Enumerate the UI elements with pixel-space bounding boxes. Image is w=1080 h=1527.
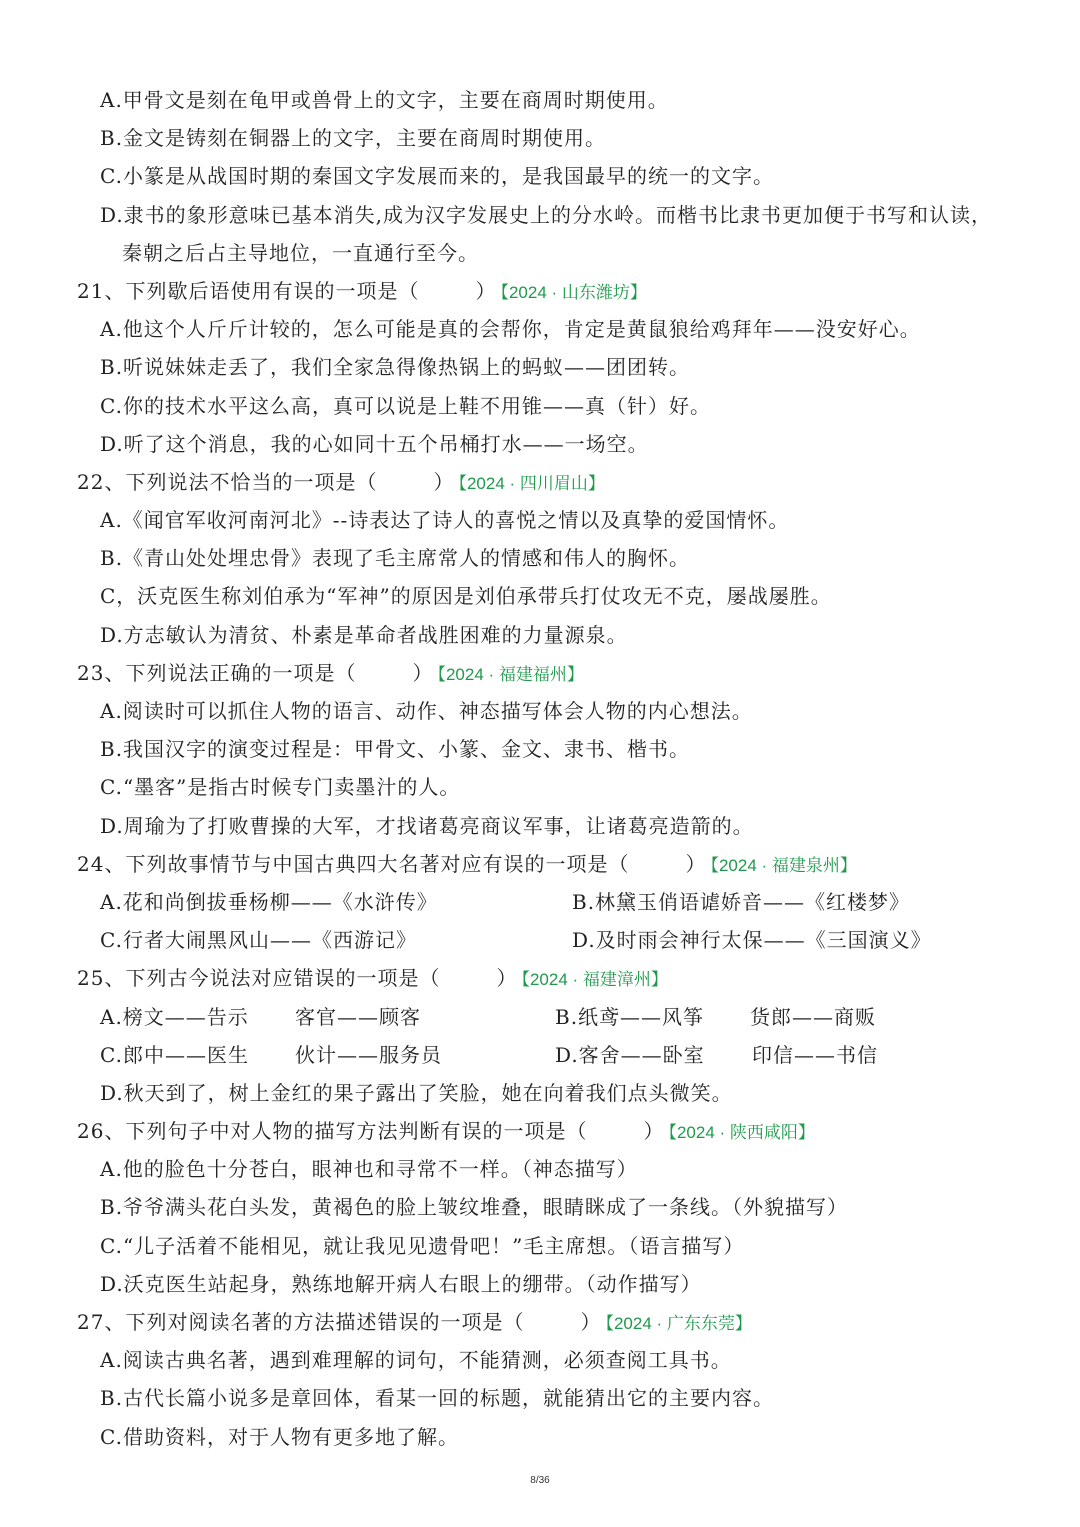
question-text: 22、下列说法不恰当的一项是（ <box>77 469 378 494</box>
option-continuation: 秦朝之后占主导地位，一直通行至今。 <box>122 240 479 265</box>
question-title <box>0 463 1080 501</box>
source-tag: 【2024 · 广东东莞】 <box>605 1314 752 1333</box>
question-text: 21、下列歇后语使用有误的一项是（ <box>77 278 420 303</box>
option-text: A.他的脸色十分苍白，眼神也和寻常不一样。（神态描写） <box>100 1157 638 1182</box>
option-text: B.爷爷满头花白头发，黄褐色的脸上皱纹堆叠，眼睛眯成了一条线。（外貌描写） <box>100 1195 849 1220</box>
question-close-paren: ） <box>433 469 455 494</box>
question-title <box>0 845 1080 883</box>
option-text: B.林黛玉俏语谑娇音——《红楼梦》 <box>572 889 911 914</box>
option-text: C.借助资料，对于人物有更多地了解。 <box>100 1424 459 1449</box>
option-text: 货郎——商贩 <box>750 1004 876 1029</box>
source-tag: 【2024 · 福建福州】 <box>437 664 584 684</box>
source-tag: 【2024 · 福建漳州】 <box>521 970 668 990</box>
question-text: 27、下列对阅读名著的方法描述错误的一项是（ <box>77 1310 525 1334</box>
option-text: D.沃克医生站起身，熟练地解开病人右眼上的绷带。（动作描写） <box>100 1271 702 1296</box>
source-tag: 【2024 · 山东潍坊】 <box>500 282 647 302</box>
document-body <box>0 81 1080 1456</box>
question-title <box>0 654 1080 692</box>
option-text: B.纸鸢——风筝 <box>555 1004 705 1029</box>
question-title <box>0 1303 1080 1341</box>
question-close-paren: ） <box>580 1310 602 1334</box>
option-text: B.《青山处处埋忠骨》表现了毛主席常人的情感和伟人的胸怀。 <box>100 546 691 571</box>
option-text: A.他这个人斤斤计较的，怎么可能是真的会帮你，肯定是黄鼠狼给鸡拜年——没安好心。 <box>100 317 921 342</box>
page-number: 8/36 <box>530 1475 550 1486</box>
option-text: C，沃克医生称刘伯承为“军神”的原因是刘伯承带兵打仗攻无不克，屡战屡胜。 <box>100 584 832 609</box>
option-row <box>0 998 1080 1036</box>
option-text: D.及时雨会神行太保——《三国演义》 <box>572 928 932 953</box>
option-text: C.“儿子活着不能相见，就让我见见遗骨吧！”毛主席想。（语言描写） <box>100 1233 745 1258</box>
option-text: A.花和尚倒拔垂杨柳——《水浒传》 <box>100 889 438 914</box>
option-text: C.行者大闹黑风山——《西游记》 <box>100 928 417 953</box>
option-text: 印信——书信 <box>752 1042 878 1067</box>
option-text: C.你的技术水平这么高，真可以说是上鞋不用锥——真（针）好。 <box>100 393 711 418</box>
source-tag: 【2024 · 福建泉州】 <box>710 855 857 875</box>
question-title <box>0 1112 1080 1150</box>
option-text: A.甲骨文是刻在龟甲或兽骨上的文字，主要在商周时期使用。 <box>100 88 669 112</box>
option-text: B.听说妹妹走丢了，我们全家急得像热锅上的蚂蚁——团团转。 <box>100 355 691 380</box>
question-close-paren: ） <box>496 966 518 991</box>
option-text: D.客舍——卧室 <box>555 1042 705 1067</box>
option-row <box>0 883 1080 921</box>
question-text: 24、下列故事情节与中国古典四大名著对应有误的一项是（ <box>77 851 630 876</box>
source-tag: 【2024 · 陕西咸阳】 <box>668 1123 815 1143</box>
question-text: 25、下列古今说法对应错误的一项是（ <box>77 966 441 991</box>
option-text: B.金文是铸刻在铜器上的文字，主要在商周时期使用。 <box>100 126 607 151</box>
question-title <box>0 272 1080 310</box>
question-text: 26、下列句子中对人物的描写方法判断有误的一项是（ <box>77 1119 588 1144</box>
option-text: C.小篆是从战国时期的秦国文字发展而来的，是我国最早的统一的文字。 <box>100 164 774 189</box>
option-text: A.榜文——告示 <box>100 1004 249 1029</box>
question-close-paren: ） <box>685 851 707 876</box>
option-text: 客官——顾客 <box>295 1004 421 1029</box>
question-title <box>0 959 1080 997</box>
option-text: D.方志敏认为清贫、朴素是革命者战胜困难的力量源泉。 <box>100 622 628 647</box>
option-text: A.阅读时可以抓住人物的语言、动作、神态描写体会人物的内心想法。 <box>100 699 753 723</box>
question-text: 23、下列说法正确的一项是（ <box>77 660 357 685</box>
option-text: D.隶书的象形意味已基本消失,成为汉字发展史上的分水岭。而楷书比隶书更加便于书写和认读， <box>100 202 993 227</box>
option-text: B.我国汉字的演变过程是：甲骨文、小篆、金文、隶书、楷书。 <box>100 737 691 762</box>
question-close-paren: ） <box>643 1119 665 1144</box>
option-row <box>0 921 1080 959</box>
source-tag: 【2024 · 四川眉山】 <box>458 473 605 493</box>
question-close-paren: ） <box>412 660 434 685</box>
option-row <box>0 1036 1080 1074</box>
option-text: D.秋天到了，树上金红的果子露出了笑脸，她在向着我们点头微笑。 <box>100 1080 733 1105</box>
option-text: 伙计——服务员 <box>295 1042 442 1067</box>
option-text: A.《闻官军收河南河北》--诗表达了诗人的喜悦之情以及真挚的爱国情怀。 <box>100 508 790 533</box>
option-text: D.周瑜为了打败曹操的大军，才找诸葛亮商议军事，让诸葛亮造箭的。 <box>100 813 754 838</box>
option-text: C.郎中——医生 <box>100 1042 249 1067</box>
option-text: C.“墨客”是指古时候专门卖墨汁的人。 <box>100 775 461 800</box>
option-text: B.古代长篇小说多是章回体，看某一回的标题，就能猜出它的主要内容。 <box>100 1386 775 1411</box>
option-text: A.阅读古典名著，遇到难理解的词句，不能猜测，必须查阅工具书。 <box>100 1348 732 1373</box>
question-close-paren: ） <box>475 278 497 303</box>
option-text: D.听了这个消息，我的心如同十五个吊桶打水——一场空。 <box>100 431 649 456</box>
